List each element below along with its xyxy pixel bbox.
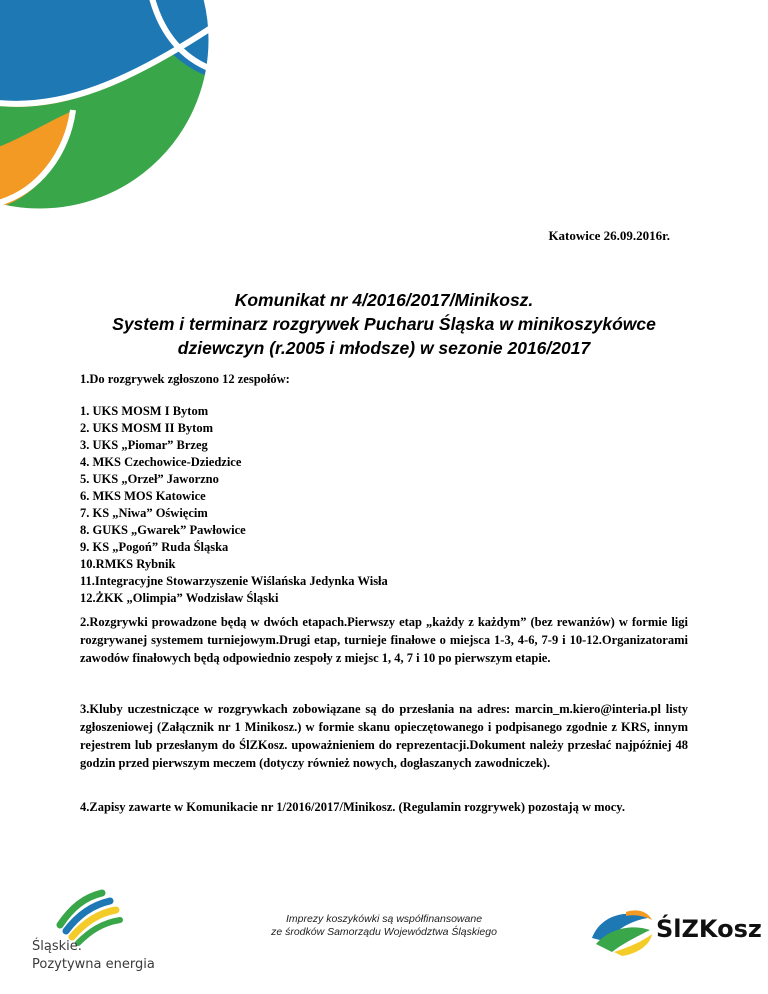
team-item: 2. UKS MOSM II Bytom bbox=[80, 421, 213, 435]
team-item: 1. UKS MOSM I Bytom bbox=[80, 404, 209, 418]
team-item: 9. KS „Pogoń” Ruda Śląska bbox=[80, 540, 229, 554]
szkosz-logo-text: ŚlZKosz bbox=[656, 915, 762, 943]
team-item: 11.Integracyjne Stowarzyszenie Wiślańska Jedynka Wisła bbox=[80, 574, 388, 588]
section-3-paragraph: 3.Kluby uczestniczące w rozgrywkach zobowiązane są do przesłania na adres: marcin_m.kiero@interia.pl listy zgłoszeniowej (Załącznik nr 1 Minikosz.) w formie skanu opieczętowanego i podpisanego zgodnie z KRS, innym rejestrem lub przesłanym do ŚlZKosz. upoważnieniem do reprezentacji.Dokument należy przesłać najpóźniej 48 godzin przed pierwszym meczem (dotyczy również nowych, dogłaszanych zawodniczek). bbox=[80, 702, 688, 770]
team-item: 3. UKS „Piomar” Brzeg bbox=[80, 438, 208, 452]
title-line-1: Komunikat nr 4/2016/2017/Minikosz. bbox=[234, 290, 534, 310]
basketball-decoration-icon bbox=[0, 0, 215, 215]
team-item: 8. GUKS „Gwarek” Pawłowice bbox=[80, 523, 246, 537]
title-line-2: System i terminarz rozgrywek Pucharu Śląska w minikoszykówce bbox=[112, 314, 656, 334]
slaskie-line-1: Śląskie. bbox=[32, 939, 82, 954]
section-2-paragraph: 2.Rozgrywki prowadzone będą w dwóch etapach.Pierwszy etap „każdy z każdym” (bez rewanżów) w formie ligi rozgrywanej systemem turniejowym.Drugi etap, turnieje finałowe o miejsca 1-3, 4-6, 7-9 i 10-12.Organizatorami zawodów finałowych będą odpowiednio zespoły z miejsc 1, 4, 7 i 10 po pierwszym etapie. bbox=[80, 615, 688, 665]
document-title bbox=[0, 288, 768, 360]
team-item: 10.RMKS Rybnik bbox=[80, 557, 176, 571]
section-4-paragraph: 4.Zapisy zawarte w Komunikacie nr 1/2016/2017/Minikosz. (Regulamin rozgrywek) pozostają w mocy. bbox=[80, 800, 625, 814]
document-date: Katowice 26.09.2016r. bbox=[548, 228, 670, 243]
slaskie-logo-text bbox=[32, 938, 155, 974]
team-item: 5. UKS „Orzeł” Jaworzno bbox=[80, 472, 219, 486]
team-item: 4. MKS Czechowice-Dziedzice bbox=[80, 455, 242, 469]
title-line-3: dziewczyn (r.2005 i młodsze) w sezonie 2016/2017 bbox=[177, 338, 591, 358]
section-1-paragraph: 1.Do rozgrywek zgłoszono 12 zespołów: bbox=[80, 372, 290, 386]
team-item: 12.ŻKK „Olimpia” Wodzisław Śląski bbox=[80, 591, 279, 605]
team-item: 7. KS „Niwa” Oświęcim bbox=[80, 506, 208, 520]
team-list bbox=[80, 403, 688, 607]
slaskie-line-2: Pozytywna energia bbox=[32, 957, 155, 972]
cofinancing-line-1: Imprezy koszykówki są współfinansowane bbox=[285, 913, 483, 925]
cofinancing-line-2: ze środków Samorządu Województwa Śląskiego bbox=[271, 926, 497, 938]
team-item: 6. MKS MOS Katowice bbox=[80, 489, 206, 503]
